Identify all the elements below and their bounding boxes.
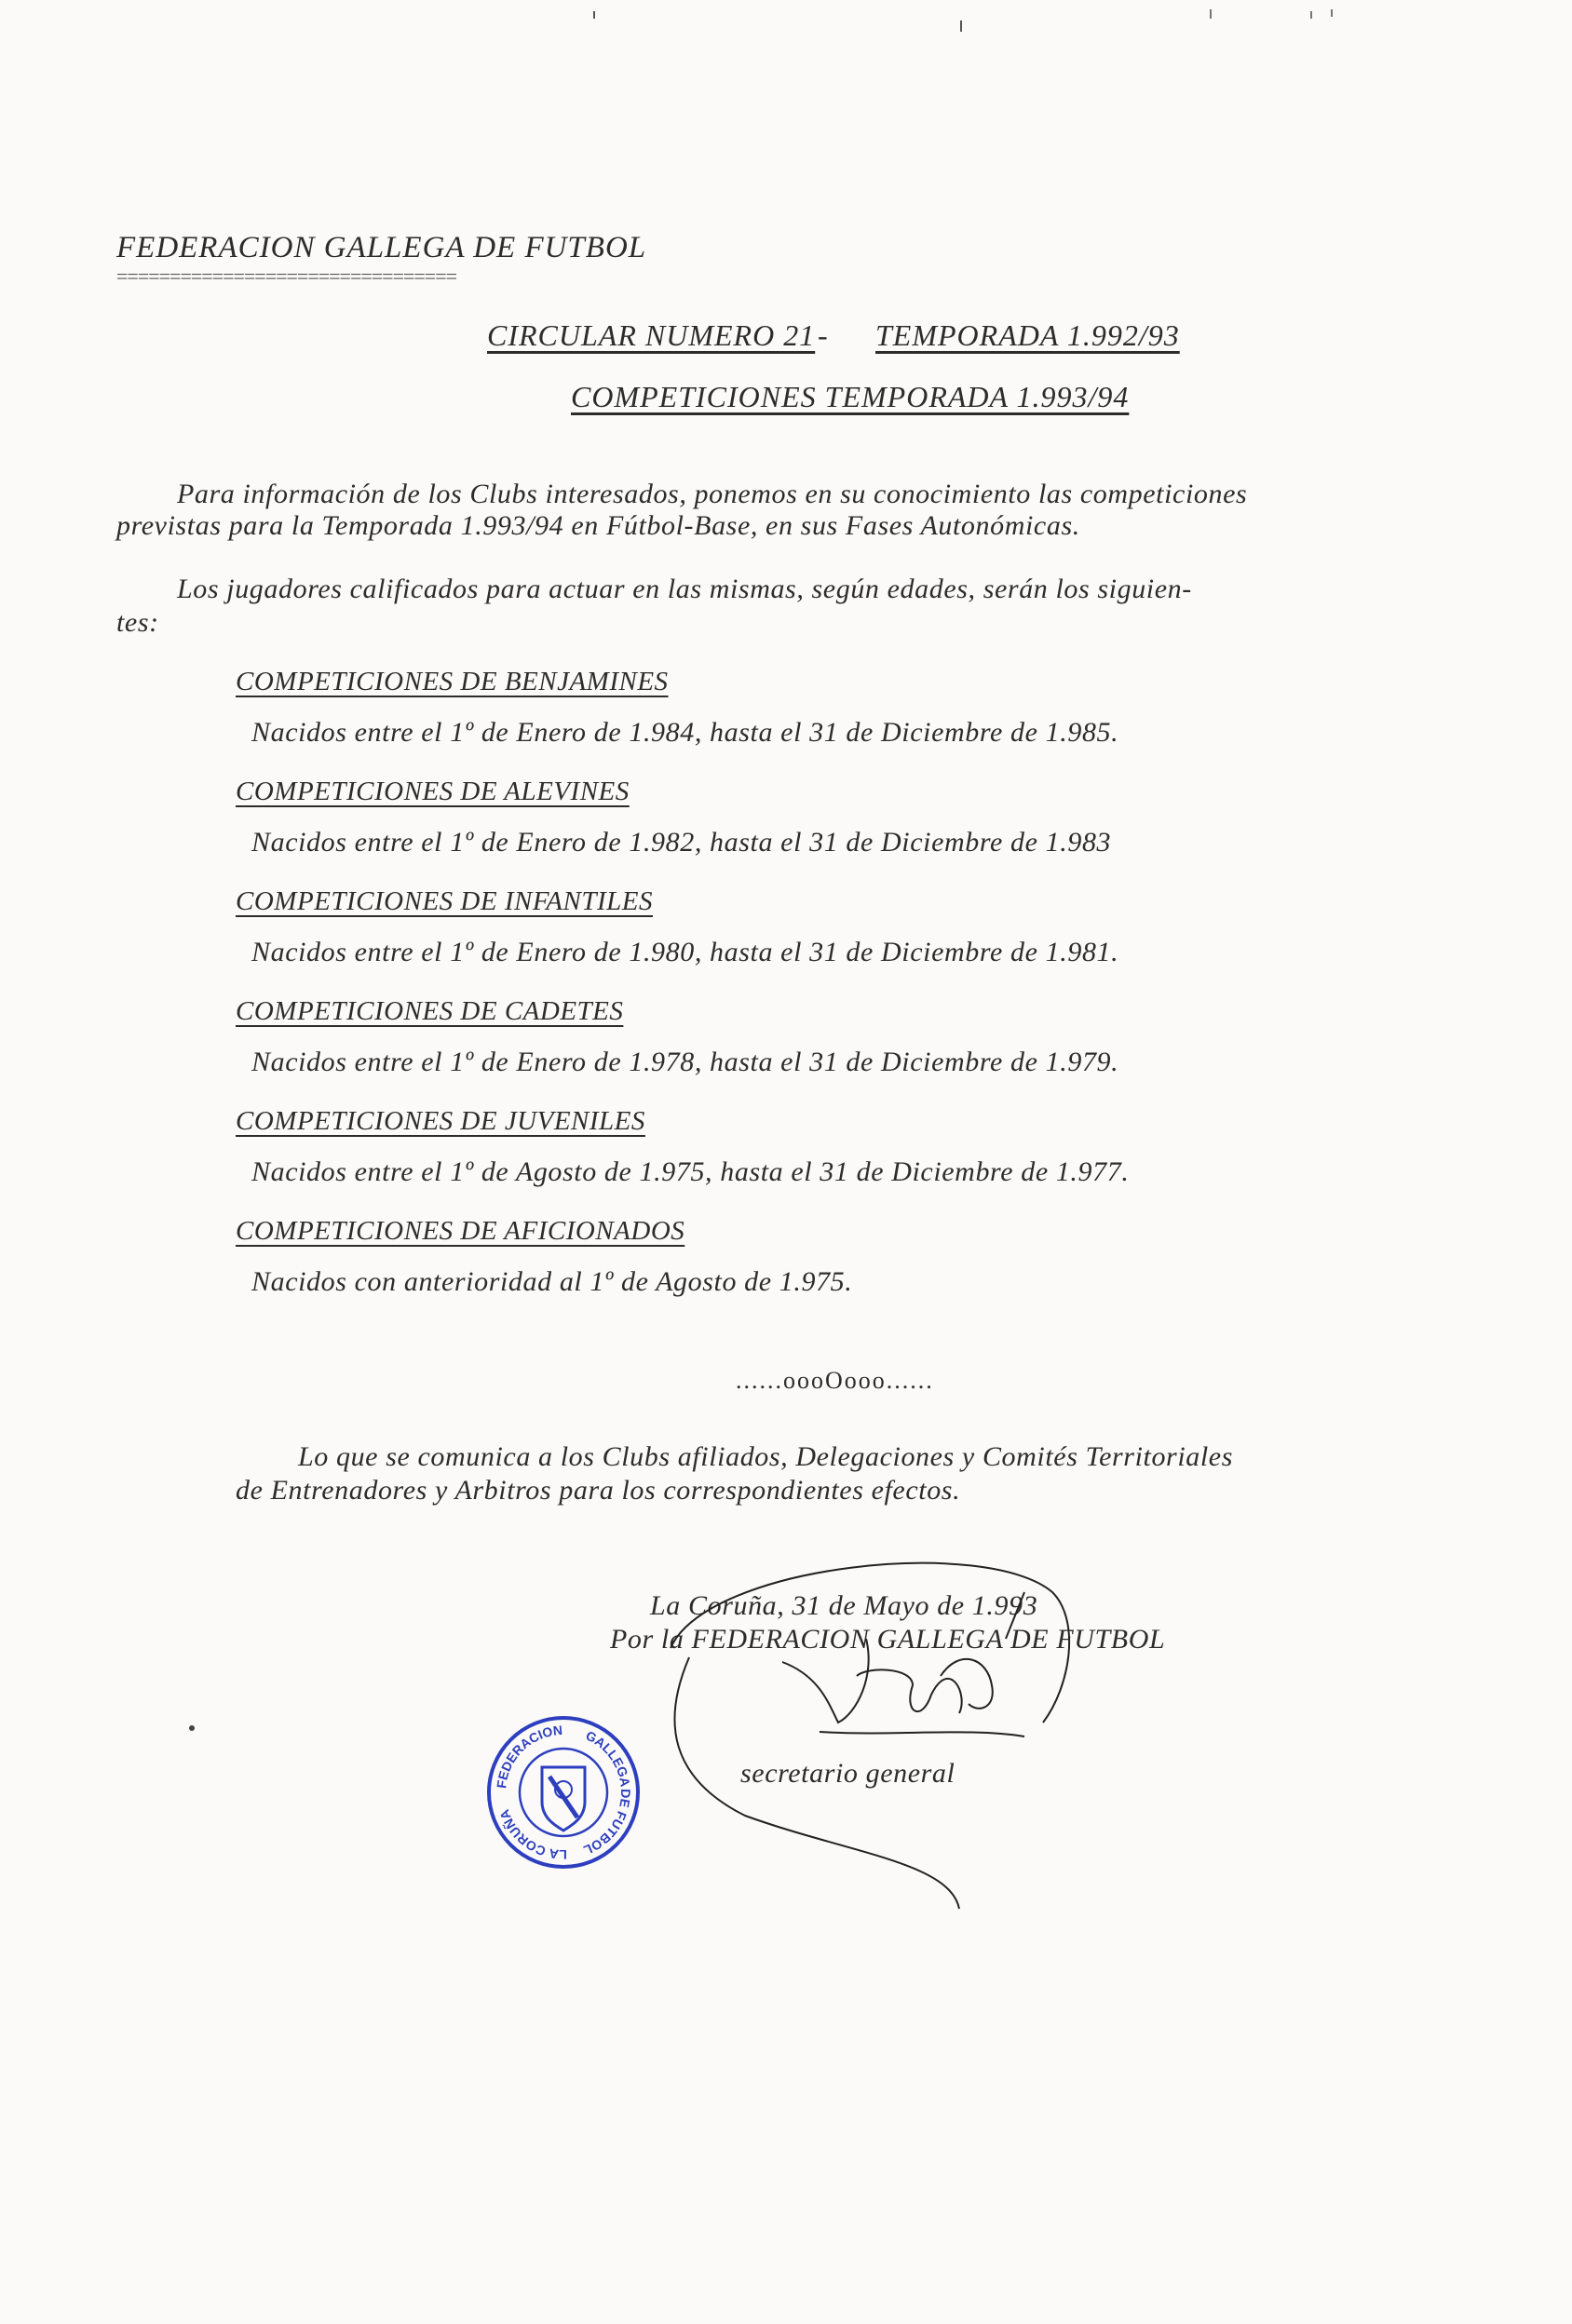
separator: ......oooOooo...... [736,1367,934,1394]
signer-role: secretario general [740,1758,955,1789]
org-header: FEDERACION GALLEGA DE FUTBOL [116,231,647,264]
competition-detail: Nacidos entre el 1º de Enero de 1.978, hasta el 31 de Diciembre de 1.979. [251,1047,1119,1077]
document-title: COMPETICIONES TEMPORADA 1.993/94 [571,380,1130,413]
handwritten-signature [633,1536,1118,1927]
stamp-text-top: GALLEGA [583,1727,633,1789]
competition-title: COMPETICIONES DE JUVENILES [236,1106,645,1136]
competition-title: COMPETICIONES DE CADETES [236,996,624,1026]
intro-line-1: Para información de los Clubs interesados, ponemos en su conocimiento las competiciones [177,479,1248,509]
closing-line-1: Lo que se comunica a los Clubs afiliados, Delegaciones y Comités Territoriales [298,1441,1233,1472]
competition-title: COMPETICIONES DE INFANTILES [236,886,653,916]
signed-by: Por la FEDERACION GALLEGA DE FUTBOL [610,1624,1166,1655]
competition-detail: Nacidos entre el 1º de Enero de 1.984, hasta el 31 de Diciembre de 1.985. [251,717,1119,748]
scan-dot [188,1724,196,1732]
competition-detail: Nacidos entre el 1º de Agosto de 1.975, hasta el 31 de Diciembre de 1.977. [251,1156,1130,1187]
competition-detail: Nacidos entre el 1º de Enero de 1.980, hasta el 31 de Diciembre de 1.981. [251,937,1119,967]
intro-line-4: tes: [116,607,159,638]
federation-stamp [484,1713,643,1871]
closing-line-2: de Entrenadores y Arbitros para los correspondientes efectos. [236,1475,961,1506]
intro-line-2: previstas para la Temporada 1.993/94 en Fútbol-Base, en sus Fases Autonómicas. [116,510,1080,541]
stamp-text-bottom: LA CORUÑA [496,1807,567,1863]
circular-season: TEMPORADA 1.992/93 [875,318,1180,352]
competition-title: COMPETICIONES DE ALEVINES [236,777,630,806]
intro-line-3: Los jugadores calificados para actuar en las mismas, según edades, serán los siguien- [177,574,1192,604]
stamp-text-right: DE FUTBOL [581,1789,634,1858]
competition-title: COMPETICIONES DE BENJAMINES [236,667,669,696]
place-date: La Coruña, 31 de Mayo de 1.993 [650,1590,1038,1621]
header-rule: ================================ [116,264,457,288]
scan-marks [0,0,1572,37]
competition-title: COMPETICIONES DE AFICIONADOS [236,1216,685,1246]
competition-detail: Nacidos entre el 1º de Enero de 1.982, hasta el 31 de Diciembre de 1.983 [251,827,1112,858]
stamp-text-left: FEDERACION [494,1722,563,1790]
circular-number: CIRCULAR NUMERO 21 [487,318,816,352]
competition-detail: Nacidos con anterioridad al 1º de Agosto de 1.975. [251,1266,853,1297]
circular-dash: - [818,318,829,352]
